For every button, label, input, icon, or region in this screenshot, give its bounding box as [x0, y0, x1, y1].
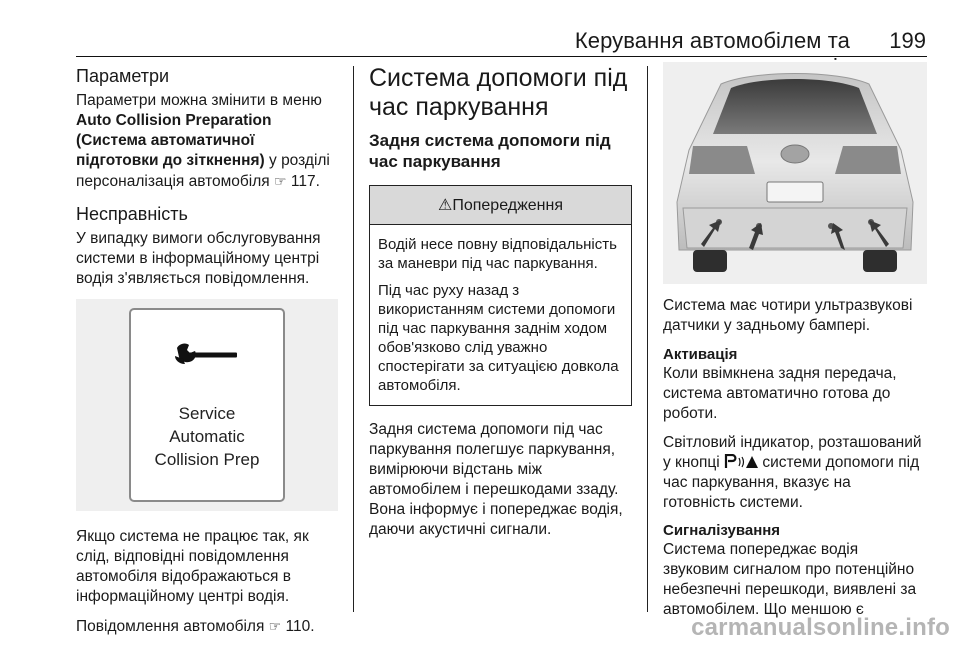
params-ref-page[interactable]: 117.: [286, 173, 320, 190]
signals-paragraph: Система попереджає водія звуковим сигналом про потенційно небезпечні перешкоди, виявлені за автомобілем. Що меншою є: [663, 541, 917, 618]
column-divider-right: [647, 66, 648, 612]
warning-triangle-icon: ⚠: [437, 197, 453, 214]
page-reference-icon: ☞: [274, 173, 287, 189]
messages-paragraph: [76, 616, 338, 637]
warning-body: [370, 225, 631, 405]
watermark: carmanualsonline.info: [691, 614, 950, 641]
parking-assist-button-icon: [724, 454, 758, 469]
params-text-1: Параметри можна змінити в меню: [76, 92, 322, 109]
car-rear-sensors-illustration: [663, 62, 927, 284]
params-menu-name: Auto Collision Preparation (Система автоматичної підготовки до зіткнення): [76, 112, 272, 169]
service-message-image: [76, 299, 338, 511]
display-screen: [129, 308, 285, 502]
sensors-caption: Система має чотири ультразвукові датчики у задньому бампері.: [663, 297, 913, 334]
column-2: [369, 62, 632, 549]
screen-line-automatic: Automatic: [169, 427, 245, 446]
indicator-text-2: системи допомоги під час паркування, вказує на готовність системи.: [663, 454, 920, 511]
params-paragraph: [76, 91, 338, 192]
warning-paragraph-1: Водій несе повну відповідальність за маневри під час паркування.: [378, 236, 617, 272]
fault-heading: Несправність: [76, 204, 188, 224]
indicator-text-1: Світловий індикатор, розташований у кнопці: [663, 434, 922, 471]
fault-paragraph: У випадку вимоги обслуговування системи в інформаційному центрі водія з'являється повідомлення.: [76, 230, 321, 287]
page-reference-icon: ☞: [268, 618, 282, 634]
activation-paragraph: Коли ввімкнена задня передача, система автоматично готова до роботи.: [663, 365, 897, 422]
screen-message: [131, 402, 283, 471]
column-3: [663, 62, 927, 629]
warning-header: [370, 186, 631, 225]
parking-assist-description: Задня система допомоги під час паркування полегшує паркування, вимірюючи відстань між автомобілем і перешкодами ззаду. Вона інформує і попереджає водія, даючи акустичні сигнали.: [369, 421, 623, 538]
params-text-2: у розділі персоналізація автомобіля: [76, 152, 330, 190]
header-rule: [76, 56, 927, 57]
activation-heading: Активація: [663, 346, 738, 363]
page-number: 199: [889, 28, 926, 53]
running-header-title: Керування автомобілем та: [574, 28, 850, 53]
screen-line-service: Service: [178, 404, 236, 423]
warning-box: [369, 185, 632, 406]
column-1: [76, 62, 338, 646]
params-heading: Параметри: [76, 66, 170, 86]
column-divider-left: [353, 66, 354, 612]
warning-title: Попередження: [452, 197, 564, 214]
warning-paragraph-2: Під час руху назад з використанням системи допомоги під час паркування заднім ходом обов'язково слід уважно спостерігати за ситуацією довкола автомобіля.: [378, 282, 619, 394]
messages-text: Повідомлення автомобіля: [76, 618, 269, 635]
screen-line-collision-prep: Collision Prep: [154, 450, 260, 469]
wrench-icon: [175, 342, 239, 368]
indicator-paragraph: [663, 433, 927, 513]
sub-heading: Задня система допомоги під час паркування: [369, 131, 611, 171]
messages-ref-page[interactable]: 110.: [281, 618, 315, 635]
malfunction-paragraph: Якщо система не працює так, як слід, відповідні повідомлення автомобіля відображаються в інформаційному центрі водія.: [76, 528, 309, 605]
signals-heading: Сигналізування: [663, 522, 781, 539]
section-heading: Система допомоги під час паркування: [369, 64, 628, 121]
